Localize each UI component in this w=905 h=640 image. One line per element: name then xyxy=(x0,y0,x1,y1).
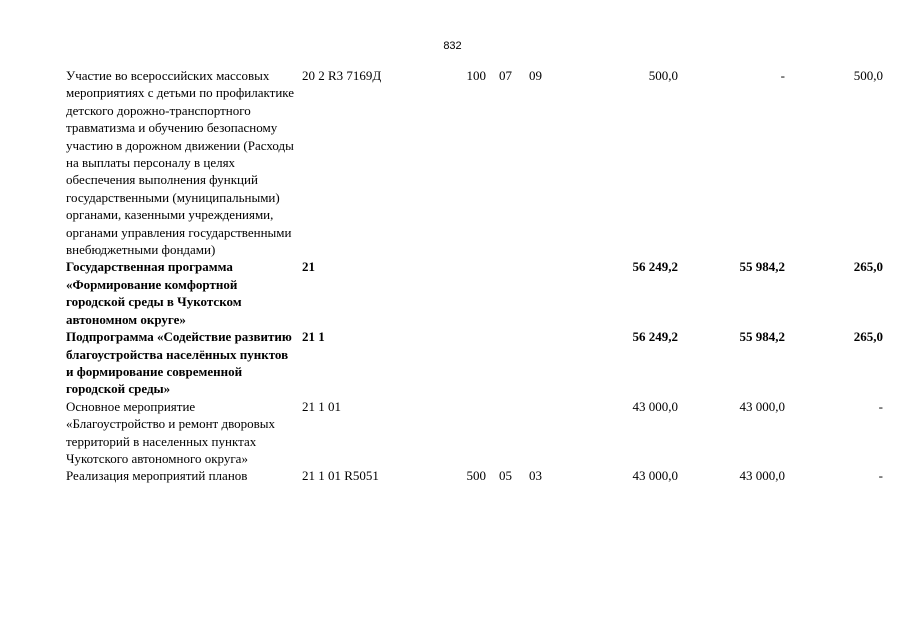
row-total: 56 249,2 xyxy=(632,259,678,275)
row-regional: 265,0 xyxy=(853,259,883,275)
row-regional: - xyxy=(878,398,883,414)
row-subsection xyxy=(512,328,542,398)
table-row xyxy=(66,67,883,258)
table-row xyxy=(66,258,883,328)
row-name: Основное мероприятие «Благоустройство и ремонт дворовых территорий в населенных пунктах Чукотского автономного округа» xyxy=(66,398,276,466)
row-name: Подпрограмма «Содействие развитию благоустройства населённых пунктов и формирование современной городской среды» xyxy=(66,329,292,397)
row-subsection xyxy=(512,398,542,468)
row-subsection: 09 xyxy=(529,68,542,83)
row-section xyxy=(492,398,512,468)
row-federal: 43 000,0 xyxy=(739,398,785,414)
row-total: 43 000,0 xyxy=(632,468,678,484)
budget-table xyxy=(66,67,883,485)
row-subsection: 03 xyxy=(529,468,542,484)
page-number: 832 xyxy=(443,40,462,52)
row-federal: 43 000,0 xyxy=(739,468,785,484)
row-regional: 500,0 xyxy=(853,68,883,83)
table-row xyxy=(66,328,883,398)
row-regional: 265,0 xyxy=(853,329,883,345)
row-subsection xyxy=(512,258,542,328)
row-expense-type xyxy=(436,398,492,468)
row-federal: 55 984,2 xyxy=(739,259,785,275)
row-target-article: 20 2 R3 7169Д xyxy=(302,68,382,83)
row-section xyxy=(492,258,512,328)
row-expense-type xyxy=(436,258,492,328)
row-section: 07 xyxy=(499,68,512,83)
table-row xyxy=(66,398,883,468)
row-expense-type xyxy=(436,328,492,398)
row-expense-type: 100 xyxy=(466,68,486,83)
row-total: 500,0 xyxy=(648,68,678,83)
row-section xyxy=(492,328,512,398)
row-name: Государственная программа «Формирование комфортной городской среды в Чукотском автономном округе» xyxy=(66,259,242,327)
row-name: Участие во всероссийских массовых мероприятиях с детьми по профилактике детского дорожно-транспортного травматизма и обучению безопасному участию в дорожном движении (Расходы на выплаты персоналу в целях обеспечения выполнения функций государственными (муниципальными) органами, казенными учреждениями, органами управления государственными внебюджетными фондами) xyxy=(66,68,295,258)
row-regional: - xyxy=(878,468,883,484)
table-row xyxy=(66,467,883,484)
row-section: 05 xyxy=(499,468,512,484)
row-target-article: 21 1 01 xyxy=(302,398,341,414)
row-total: 56 249,2 xyxy=(632,329,678,345)
row-total: 43 000,0 xyxy=(632,398,678,414)
row-target-article: 21 xyxy=(302,259,315,275)
row-name: Реализация мероприятий планов xyxy=(66,468,248,484)
row-target-article: 21 1 xyxy=(302,329,325,345)
row-expense-type: 500 xyxy=(466,468,486,484)
row-target-article: 21 1 01 R5051 xyxy=(302,468,379,484)
row-federal: 55 984,2 xyxy=(739,329,785,345)
row-federal: - xyxy=(780,68,785,83)
